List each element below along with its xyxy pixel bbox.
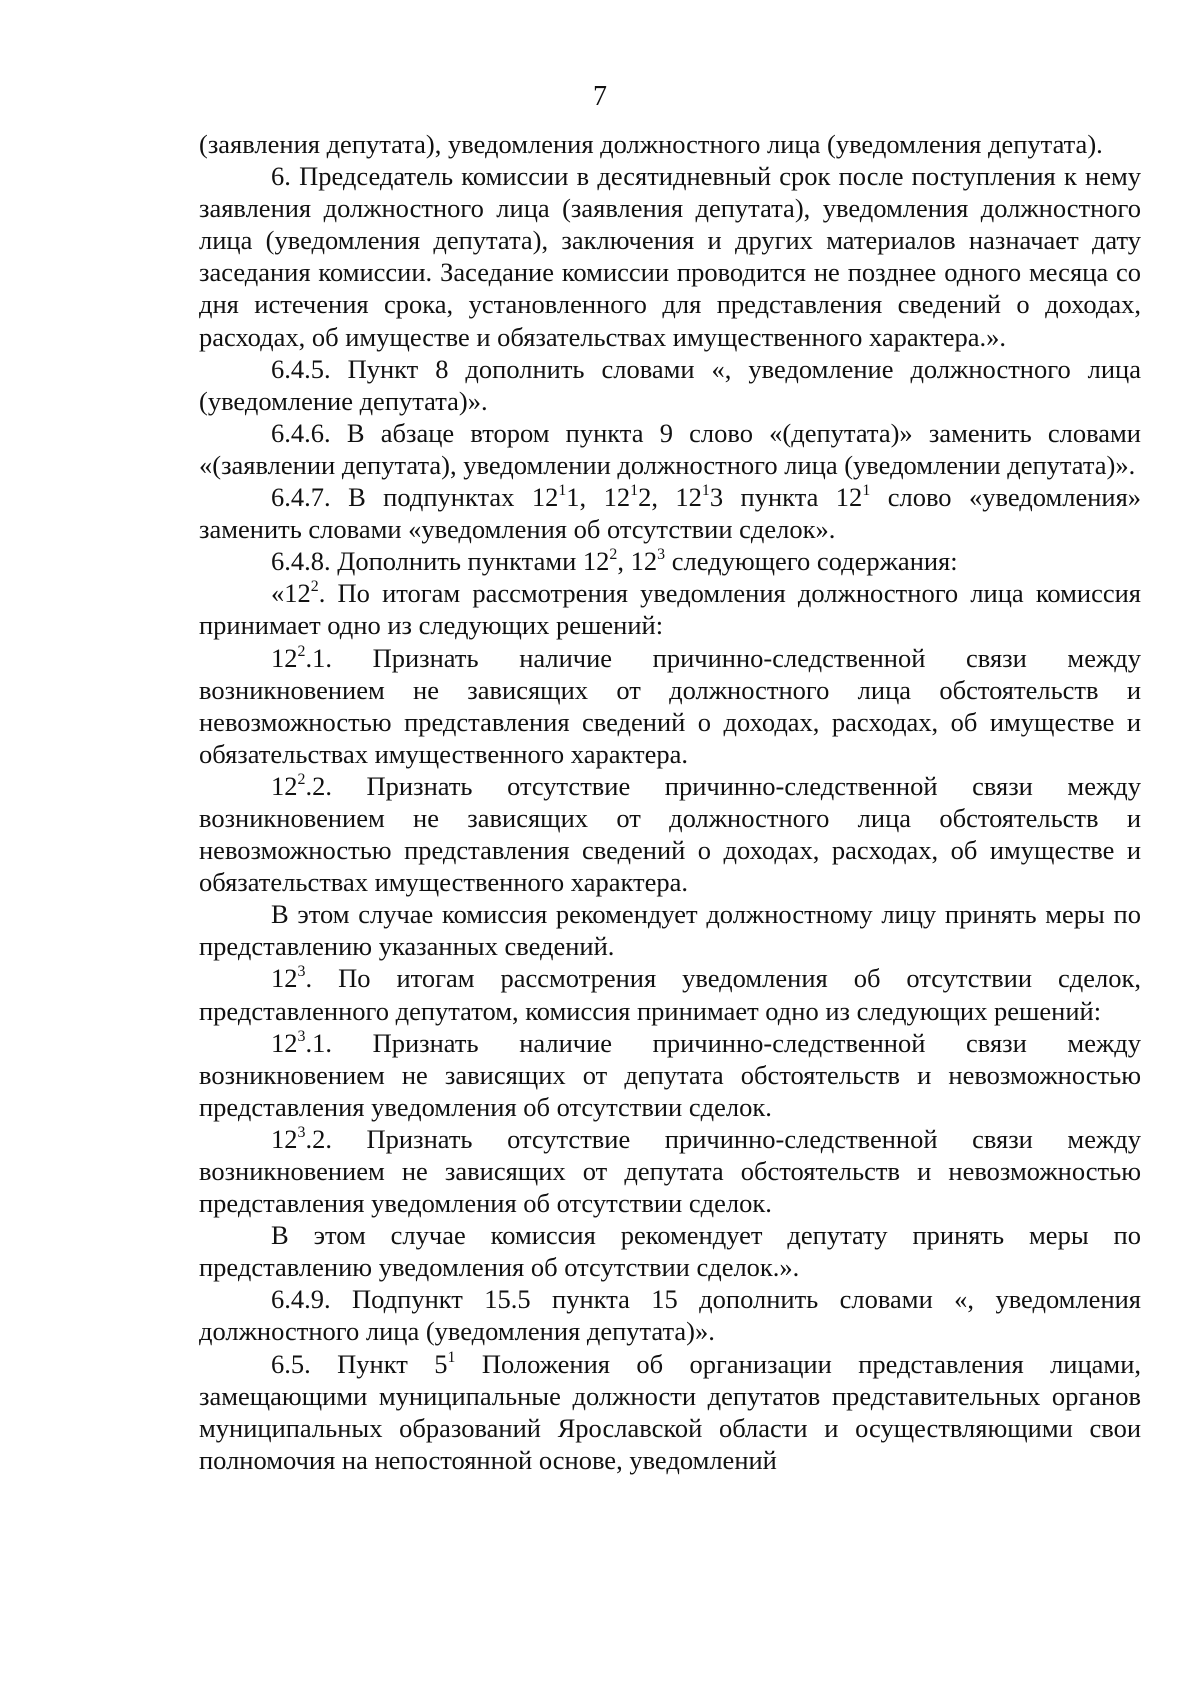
page-number: 7 — [593, 81, 607, 112]
paragraph: $12^2.1$. Признать наличие причинно-следственной связи между возникновением не зависящих от должностного лица обстоятельств и невозможностью представления сведений о доходах, расходах, об имуществе и обязательствах имущественного характера. — [199, 642, 1141, 769]
paragraph: 6. Председатель комиссии в десятидневный срок после поступления к нему заявления должностного лица (заявления депутата), уведомления должностного лица (уведомления депутата), заключения и других материалов назначает дату заседания комиссии. Заседание комиссии проводится не позднее одного месяца со дня истечения срока, установленного для представления сведений о доходах, расходах, об имуществе и обязательствах имущественного характера.». — [199, 161, 1141, 352]
paragraph: $12^3.1$. Признать наличие причинно-следственной связи между возникновением не зависящих от депутата обстоятельств и невозможностью представления уведомления об отсутствии сделок. — [199, 1027, 1141, 1122]
paragraph: $12^2.2$. Признать отсутствие причинно-следственной связи между возникновением не зависящих от должностного лица обстоятельств и невозможностью представления сведений о доходах, расходах, об имуществе и обязательствах имущественного характера. — [199, 770, 1141, 898]
document-body — [199, 128, 1141, 1476]
paragraph: 6.5. Пункт $5^1$ Положения об организации представления лицами, замещающими муниципальные должности депутатов представительных органов муниципальных образований Ярославской области и осуществляющими свои полномочия на непостоянной основе, уведомлений — [199, 1348, 1141, 1475]
paragraph: В этом случае комиссия рекомендует должностному лицу принять меры по представлению указанных сведений. — [199, 899, 1141, 962]
paragraph: 6.4.6. В абзаце втором пункта 9 слово «(депутата)» заменить словами «(заявлении депутата), уведомлении должностного лица (уведомлении депутата)». — [199, 417, 1141, 480]
paragraph: «$12^2$. По итогам рассмотрения уведомления должностного лица комиссия принимает одно из следующих решений: — [199, 578, 1141, 641]
paragraph: 6.4.8. Дополнить пунктами $12^2$, $12^3$ следующего содержания: — [271, 546, 958, 577]
paragraph: $12^3$. По итогам рассмотрения уведомления об отсутствии сделок, представленного депутатом, комиссия принимает одно из следующих решений: — [199, 963, 1141, 1026]
paragraph: (заявления депутата), уведомления должностного лица (уведомления депутата). — [199, 129, 1103, 159]
paragraph: $12^3.2$. Признать отсутствие причинно-следственной связи между возникновением не зависящих от депутата обстоятельств и невозможностью представления уведомления об отсутствии сделок. — [199, 1123, 1141, 1219]
paragraph: 6.4.7. В подпунктах $12^11$, $12^12$, $12^13$ пункта $12^1$ слово «уведомления» заменить словами «уведомления об отсутствии сделок». — [199, 481, 1142, 545]
paragraph: 6.4.5. Пункт 8 дополнить словами «, уведомление должностного лица (уведомление депутата)». — [199, 353, 1141, 416]
paragraph: 6.4.9. Подпункт 15.5 пункта 15 дополнить словами «, уведомления должностного лица (уведомления депутата)». — [199, 1284, 1141, 1347]
paragraph: В этом случае комиссия рекомендует депутату принять меры по представлению уведомления об отсутствии сделок.». — [199, 1220, 1141, 1283]
